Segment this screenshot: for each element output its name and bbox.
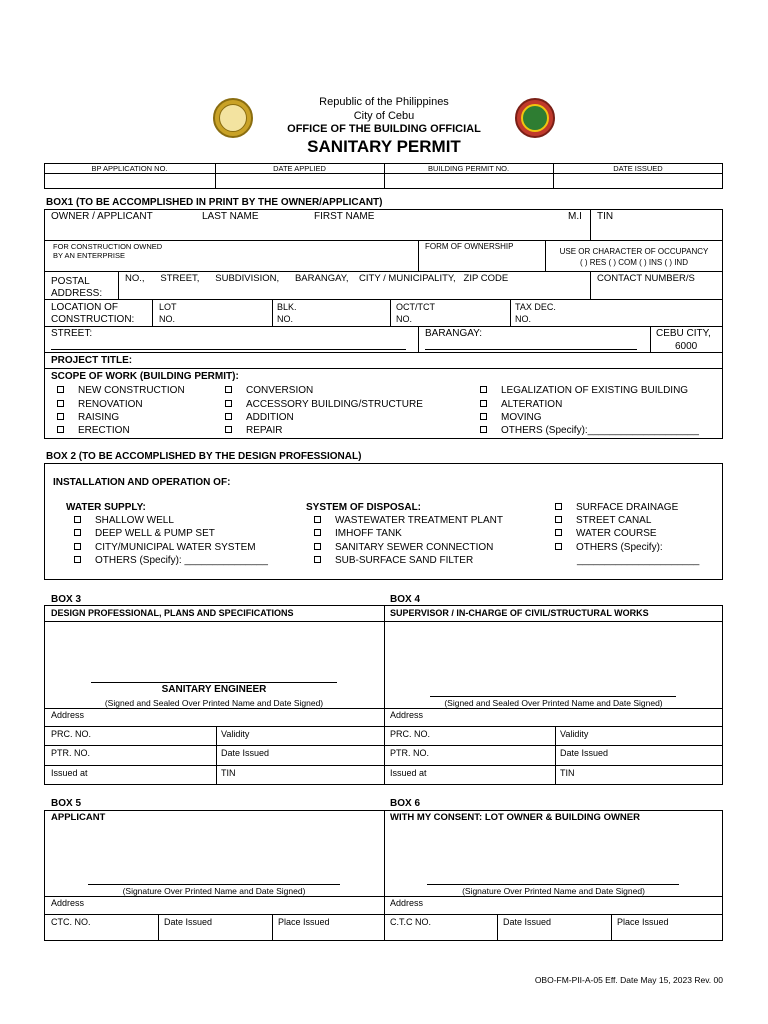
box4-signature-field[interactable] bbox=[430, 664, 676, 694]
office-title: OFFICE OF THE BUILDING OFFICIAL bbox=[287, 123, 481, 135]
box4-tin-label: TIN bbox=[560, 768, 575, 778]
checkbox-icon[interactable] bbox=[314, 556, 321, 563]
checkbox-icon[interactable] bbox=[57, 400, 64, 407]
project-title-field[interactable] bbox=[140, 355, 720, 368]
use-character-label: USE OR CHARACTER OF OCCUPANCY bbox=[559, 247, 709, 256]
disposal-imhoff[interactable]: IMHOFF TANK bbox=[314, 528, 402, 539]
water-supply-label: WATER SUPPLY: bbox=[66, 502, 146, 513]
box5-signed-label: (Signature Over Printed Name and Date Signed) bbox=[122, 886, 306, 896]
box3-label: BOX 3 bbox=[51, 594, 82, 605]
disposal-sewer[interactable]: SANITARY SEWER CONNECTION bbox=[314, 542, 493, 553]
header-line2: City of Cebu bbox=[353, 110, 415, 122]
checkbox-icon[interactable] bbox=[555, 543, 562, 550]
box4-issued-at-label: Issued at bbox=[390, 768, 427, 778]
checkbox-icon[interactable] bbox=[480, 426, 487, 433]
scope-alteration[interactable]: ALTERATION bbox=[480, 399, 562, 410]
checkbox-icon[interactable] bbox=[480, 413, 487, 420]
drain-surface[interactable]: SURFACE DRAINAGE bbox=[555, 502, 678, 513]
postal-address-field[interactable] bbox=[120, 285, 588, 299]
scope-conversion[interactable]: CONVERSION bbox=[225, 385, 313, 396]
box2-heading: BOX 2 (TO BE ACCOMPLISHED BY THE DESIGN PROFESSIONAL) bbox=[46, 451, 362, 462]
scope-new-construction[interactable]: NEW CONSTRUCTION bbox=[57, 385, 185, 396]
box1-heading: BOX1 (TO BE ACCOMPLISHED IN PRINT BY THE OWNER/APPLICANT) bbox=[46, 197, 383, 208]
box4-heading: SUPERVISOR / IN-CHARGE OF CIVIL/STRUCTURAL WORKS bbox=[390, 608, 649, 618]
checkbox-icon[interactable] bbox=[74, 516, 81, 523]
checkbox-icon[interactable] bbox=[225, 413, 232, 420]
date-applied-field[interactable] bbox=[216, 175, 383, 188]
disposal-sand-filter[interactable]: SUB-SURFACE SAND FILTER bbox=[314, 555, 473, 566]
box5-ctc-label: CTC. NO. bbox=[51, 917, 91, 927]
oct-label-2: NO. bbox=[396, 314, 413, 324]
box4-address-label: Address bbox=[390, 710, 424, 720]
box5-heading: APPLICANT bbox=[51, 812, 106, 823]
box5-label: BOX 5 bbox=[51, 798, 82, 809]
sanitary-engineer-label: SANITARY ENGINEER bbox=[161, 684, 267, 695]
tin-label: TIN bbox=[597, 211, 614, 222]
tax-label-2: NO. bbox=[515, 314, 532, 324]
scope-raising[interactable]: RAISING bbox=[57, 412, 119, 423]
zip-label: 6000 bbox=[675, 341, 698, 352]
box3-address-label: Address bbox=[51, 710, 85, 720]
postal-fields-label: NO., STREET, SUBDIVISION, BARANGAY, CITY / MUNICIPALITY, ZIP CODE bbox=[125, 273, 509, 284]
box3-signed-label: (Signed and Sealed Over Printed Name and Date Signed) bbox=[104, 698, 324, 708]
form-code-footer: OBO-FM-PII-A-05 Eff. Date May 15, 2023 Rev. 00 bbox=[534, 975, 723, 985]
box3-signature-field[interactable] bbox=[91, 650, 337, 680]
water-others[interactable]: OTHERS (Specify): _______________ bbox=[74, 555, 268, 566]
bp-application-header: BP APPLICATION NO. bbox=[91, 164, 168, 173]
location-label-2: CONSTRUCTION: bbox=[51, 314, 135, 325]
scope-addition[interactable]: ADDITION bbox=[225, 412, 294, 423]
box6-date-issued-label: Date Issued bbox=[503, 917, 552, 927]
header-line1: Republic of the Philippines bbox=[319, 96, 449, 108]
drain-street-canal[interactable]: STREET CANAL bbox=[555, 515, 651, 526]
checkbox-icon[interactable] bbox=[314, 543, 321, 550]
checkbox-icon[interactable] bbox=[74, 529, 81, 536]
oct-label-1: OCT/TCT bbox=[396, 302, 435, 312]
drain-others[interactable]: OTHERS (Specify): bbox=[555, 542, 663, 553]
checkbox-icon[interactable] bbox=[555, 516, 562, 523]
checkbox-icon[interactable] bbox=[74, 556, 81, 563]
checkbox-icon[interactable] bbox=[314, 516, 321, 523]
location-label-1: LOCATION OF bbox=[51, 302, 119, 313]
checkbox-icon[interactable] bbox=[74, 543, 81, 550]
drain-water-course[interactable]: WATER COURSE bbox=[555, 528, 657, 539]
building-permit-field[interactable] bbox=[385, 175, 552, 188]
box6-label: BOX 6 bbox=[390, 798, 421, 809]
box3-prc-label: PRC. NO. bbox=[51, 729, 92, 739]
box3-heading: DESIGN PROFESSIONAL, PLANS AND SPECIFICATIONS bbox=[51, 608, 294, 618]
checkbox-icon[interactable] bbox=[480, 386, 487, 393]
mi-label: M.I bbox=[568, 211, 582, 222]
box4-prc-label: PRC. NO. bbox=[390, 729, 431, 739]
box6-address-label: Address bbox=[390, 898, 424, 908]
first-name-label: FIRST NAME bbox=[314, 211, 375, 222]
building-permit-header: BUILDING PERMIT NO. bbox=[427, 164, 510, 173]
bp-application-field[interactable] bbox=[45, 175, 214, 188]
box4-ptr-label: PTR. NO. bbox=[390, 748, 430, 758]
street-label: STREET: bbox=[51, 328, 93, 339]
checkbox-icon[interactable] bbox=[225, 400, 232, 407]
box5-place-issued-label: Place Issued bbox=[278, 917, 330, 927]
barangay-field[interactable] bbox=[484, 332, 639, 348]
scope-renovation[interactable]: RENOVATION bbox=[57, 399, 143, 410]
barangay-label: BARANGAY: bbox=[425, 328, 483, 339]
enterprise-label-2: BY AN ENTERPRISE bbox=[53, 251, 125, 260]
scope-accessory[interactable]: ACCESSORY BUILDING/STRUCTURE bbox=[225, 399, 423, 410]
checkbox-icon[interactable] bbox=[225, 426, 232, 433]
postal-label-2: ADDRESS: bbox=[51, 288, 103, 299]
box4-date-issued-label: Date Issued bbox=[560, 748, 609, 758]
blk-label-2: NO. bbox=[277, 314, 294, 324]
owner-label: OWNER / APPLICANT bbox=[51, 211, 153, 222]
box3-validity-label: Validity bbox=[221, 729, 250, 739]
scope-erection[interactable]: ERECTION bbox=[57, 425, 130, 436]
box3-ptr-label: PTR. NO. bbox=[51, 748, 91, 758]
disposal-wastewater[interactable]: WASTEWATER TREATMENT PLANT bbox=[314, 515, 503, 526]
scope-label: SCOPE OF WORK (BUILDING PERMIT): bbox=[51, 371, 239, 382]
cebu-city-label: CEBU CITY, bbox=[656, 328, 711, 339]
box3-tin-label: TIN bbox=[221, 768, 236, 778]
enterprise-label-1: FOR CONSTRUCTION OWNED bbox=[53, 242, 163, 251]
checkbox-icon[interactable] bbox=[314, 529, 321, 536]
box5-signature-field[interactable] bbox=[88, 850, 340, 882]
box6-heading: WITH MY CONSENT: LOT OWNER & BUILDING OWNER bbox=[390, 812, 640, 823]
drain-others-line[interactable]: ______________________ bbox=[577, 555, 700, 566]
box5-date-issued-label: Date Issued bbox=[164, 917, 213, 927]
date-applied-header: DATE APPLIED bbox=[273, 164, 326, 173]
blk-label-1: BLK. bbox=[277, 302, 297, 312]
project-title-label: PROJECT TITLE: bbox=[51, 355, 133, 366]
checkbox-icon[interactable] bbox=[555, 529, 562, 536]
water-city-system[interactable]: CITY/MUNICIPAL WATER SYSTEM bbox=[74, 542, 256, 553]
street-field[interactable] bbox=[96, 332, 411, 348]
scope-legalization[interactable]: LEGALIZATION OF EXISTING BUILDING bbox=[480, 385, 688, 396]
checkbox-icon[interactable] bbox=[57, 386, 64, 393]
checkbox-icon[interactable] bbox=[555, 503, 562, 510]
date-issued-field[interactable] bbox=[554, 175, 722, 188]
box6-ctc-label: C.T.C NO. bbox=[390, 917, 432, 927]
box6-signature-field[interactable] bbox=[427, 850, 679, 882]
disposal-label: SYSTEM OF DISPOSAL: bbox=[306, 502, 422, 513]
owner-name-field[interactable] bbox=[46, 224, 588, 239]
last-name-label: LAST NAME bbox=[202, 211, 259, 222]
box5-address-label: Address bbox=[51, 898, 85, 908]
scope-repair[interactable]: REPAIR bbox=[225, 425, 283, 436]
form-ownership-label: FORM OF OWNERSHIP bbox=[425, 242, 514, 251]
tax-label-1: TAX DEC. bbox=[515, 302, 556, 312]
occupancy-options[interactable]: ( ) RES ( ) COM ( ) INS ( ) IND bbox=[580, 258, 688, 267]
date-issued-header: DATE ISSUED bbox=[613, 164, 663, 173]
scope-moving[interactable]: MOVING bbox=[480, 412, 542, 423]
contact-label: CONTACT NUMBER/S bbox=[597, 273, 695, 284]
owner-tin-field[interactable] bbox=[592, 224, 721, 239]
checkbox-icon[interactable] bbox=[225, 386, 232, 393]
checkbox-icon[interactable] bbox=[57, 413, 64, 420]
water-shallow-well[interactable]: SHALLOW WELL bbox=[74, 515, 174, 526]
lot-label-1: LOT bbox=[159, 302, 177, 312]
box4-signed-label: (Signed and Sealed Over Printed Name and Date Signed) bbox=[444, 698, 663, 708]
lot-label-2: NO. bbox=[159, 314, 176, 324]
box3-issued-at-label: Issued at bbox=[51, 768, 88, 778]
box6-signed-label: (Signature Over Printed Name and Date Signed) bbox=[462, 886, 645, 896]
box4-label: BOX 4 bbox=[390, 594, 421, 605]
scope-others[interactable]: OTHERS (Specify):____________________ bbox=[480, 425, 699, 436]
box6-place-issued-label: Place Issued bbox=[617, 917, 669, 927]
box4-validity-label: Validity bbox=[560, 729, 589, 739]
page-title: SANITARY PERMIT bbox=[307, 137, 461, 156]
box3-date-issued-label: Date Issued bbox=[221, 748, 270, 758]
install-label: INSTALLATION AND OPERATION OF: bbox=[53, 477, 231, 488]
checkbox-icon[interactable] bbox=[480, 400, 487, 407]
checkbox-icon[interactable] bbox=[57, 426, 64, 433]
postal-label-1: POSTAL bbox=[51, 276, 90, 287]
water-deep-well[interactable]: DEEP WELL & PUMP SET bbox=[74, 528, 215, 539]
